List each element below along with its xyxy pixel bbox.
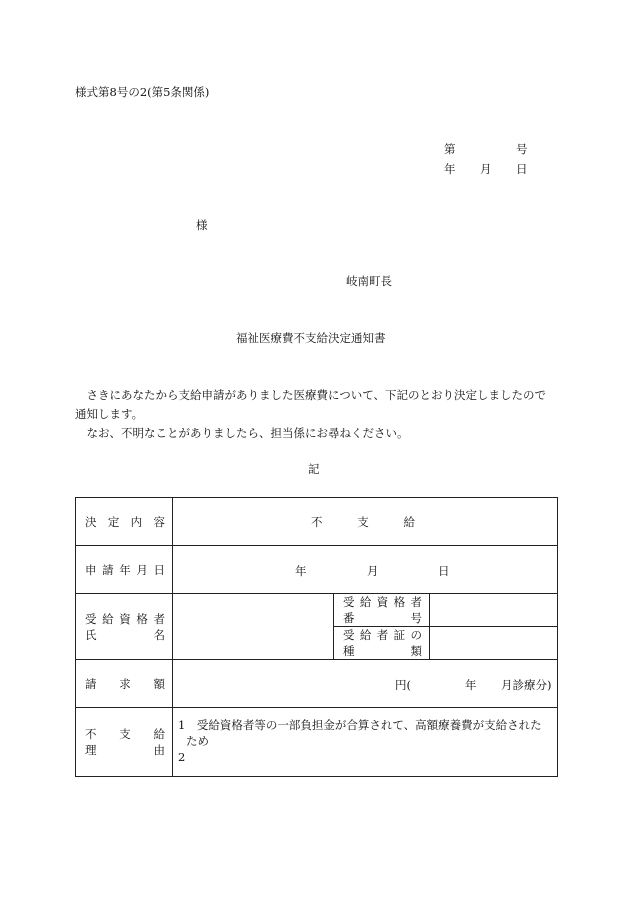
document-title: 福祉医療費不支給決定通知書 [236, 331, 386, 345]
doc-number-dai: 第 [444, 142, 456, 156]
recipient-name-label: 受 給 資 格 者 氏 名 [76, 594, 173, 660]
recipient-name-value [173, 594, 334, 660]
claim-value: 円( 年 月診療分) [173, 660, 558, 708]
body-text [75, 386, 557, 443]
application-date-label: 申 請 年 月 日 [76, 546, 173, 594]
form-number: 様式第8号の2(第5条関係) [75, 85, 210, 99]
decision-label: 決 定 内 容 [76, 498, 173, 546]
recipient-number-label: 受 給 資 格 者 番 号 [334, 594, 430, 627]
reason-1-line-2: ため [186, 734, 209, 748]
date-year: 年 [444, 162, 456, 176]
date-month: 月 [480, 162, 492, 176]
doc-number-go: 号 [516, 142, 528, 156]
reason-2: 2 [178, 750, 186, 764]
row-application-date [76, 546, 558, 594]
certificate-type-label: 受 給 者 証 の 種 類 [334, 627, 430, 660]
body-paragraph-2: なお、不明なことがありましたら、担当係にお尋ねください。 [86, 426, 409, 440]
reason-value [173, 708, 558, 777]
row-decision [76, 498, 558, 546]
decision-value: 不 支 給 [173, 498, 558, 546]
row-reason [76, 708, 558, 777]
decision-table [75, 497, 558, 777]
recipient-number-value [430, 594, 558, 627]
addressee-sama: 様 [196, 218, 208, 232]
body-paragraph-1: さきにあなたから支給申請がありました医療費について、下記のとおり決定しましたので通知します。 [75, 388, 547, 421]
ki-heading: 記 [308, 462, 320, 476]
certificate-type-value [430, 627, 558, 660]
row-claim [76, 660, 558, 708]
reason-label: 不 支 給 理 由 [76, 708, 173, 777]
claim-label: 請 求 額 [76, 660, 173, 708]
reason-1-line-1: 1 受給資格者等の一部負担金が合算されて、高額療養費が支給された [178, 718, 542, 732]
application-date-value: 年 月 日 [173, 546, 558, 594]
issuer: 岐南町長 [346, 274, 392, 288]
row-recipient-top [76, 594, 558, 627]
date-day: 日 [516, 162, 528, 176]
